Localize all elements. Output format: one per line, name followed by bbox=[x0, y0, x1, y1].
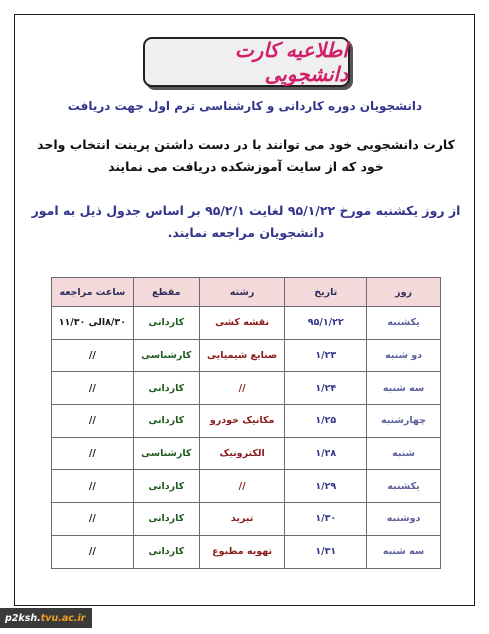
cell-level: کاردانی bbox=[133, 503, 199, 536]
title-banner bbox=[143, 37, 350, 87]
cell-date: ۱/۲۹ bbox=[285, 470, 367, 503]
table-row bbox=[52, 405, 441, 438]
cell-day: دو شنبه bbox=[367, 339, 441, 372]
cell-time: // bbox=[52, 437, 134, 470]
cell-field: // bbox=[199, 470, 285, 503]
cell-time: // bbox=[52, 535, 134, 568]
cell-field: // bbox=[199, 372, 285, 405]
cell-field: تهویه مطبوع bbox=[199, 535, 285, 568]
header-day: روز bbox=[367, 278, 441, 307]
cell-day: شنبه bbox=[367, 437, 441, 470]
cell-day: یکشنبه bbox=[367, 470, 441, 503]
cell-field: صنایع شیمیایی bbox=[199, 339, 285, 372]
site-watermark-logo bbox=[0, 608, 92, 628]
table-row bbox=[52, 470, 441, 503]
cell-time: // bbox=[52, 503, 134, 536]
table-header-row bbox=[52, 278, 441, 307]
cell-day: چهارشنبه bbox=[367, 405, 441, 438]
cell-date: ۱/۲۸ bbox=[285, 437, 367, 470]
table-row bbox=[52, 437, 441, 470]
notice-paragraph-2: از روز یکشنبه مورخ ۹۵/۱/۲۲ لغایت ۹۵/۲/۱ بر اساس جدول ذیل به امور دانشجویان مراجعه نمایند. bbox=[31, 203, 461, 240]
cell-level: کاردانی bbox=[133, 372, 199, 405]
cell-field: الکترونیک bbox=[199, 437, 285, 470]
cell-time: // bbox=[52, 372, 134, 405]
cell-field: نقشه کشی bbox=[199, 307, 285, 340]
cell-day: یکشنبه bbox=[367, 307, 441, 340]
page-title: اطلاعیه کارت دانشجویی bbox=[234, 38, 348, 86]
table-row bbox=[52, 503, 441, 536]
cell-level: کارشناسی bbox=[133, 339, 199, 372]
cell-date: ۱/۳۱ bbox=[285, 535, 367, 568]
cell-field: مکانیک خودرو bbox=[199, 405, 285, 438]
cell-level: کاردانی bbox=[133, 405, 199, 438]
header-date: تاریخ bbox=[285, 278, 367, 307]
cell-day: دوشنبه bbox=[367, 503, 441, 536]
cell-date: ۹۵/۱/۲۲ bbox=[285, 307, 367, 340]
notice-paragraph-1: کارت دانشجویی خود می توانند با در دست داشتن پرینت انتخاب واحد خود که از سایت آموزشکده دریافت می نمایند bbox=[37, 137, 455, 174]
cell-date: ۱/۲۵ bbox=[285, 405, 367, 438]
table-row bbox=[52, 307, 441, 340]
cell-field: تبرید bbox=[199, 503, 285, 536]
table-row bbox=[52, 372, 441, 405]
watermark-suffix: tvu.ac.ir bbox=[40, 612, 86, 624]
header-time: ساعت مراجعه bbox=[52, 278, 134, 307]
header-field: رشته bbox=[199, 278, 285, 307]
cell-date: ۱/۳۰ bbox=[285, 503, 367, 536]
cell-level: کاردانی bbox=[133, 535, 199, 568]
table-row bbox=[52, 535, 441, 568]
header-level: مقطع bbox=[133, 278, 199, 307]
schedule-table bbox=[51, 277, 441, 569]
table-row bbox=[52, 339, 441, 372]
cell-date: ۱/۲۴ bbox=[285, 372, 367, 405]
cell-level: کاردانی bbox=[133, 307, 199, 340]
notice-subtitle: دانشجویان دوره کاردانی و کارشناسی ترم اول جهت دریافت bbox=[67, 99, 423, 113]
cell-time: // bbox=[52, 405, 134, 438]
cell-level: کاردانی bbox=[133, 470, 199, 503]
watermark-prefix: p2ksh. bbox=[5, 612, 41, 624]
cell-time: // bbox=[52, 339, 134, 372]
cell-level: کارشناسی bbox=[133, 437, 199, 470]
cell-time: ۸/۳۰الی ۱۱/۳۰ bbox=[52, 307, 134, 340]
cell-day: سه شنبه bbox=[367, 372, 441, 405]
cell-date: ۱/۲۳ bbox=[285, 339, 367, 372]
cell-time: // bbox=[52, 470, 134, 503]
cell-day: سه شنبه bbox=[367, 535, 441, 568]
